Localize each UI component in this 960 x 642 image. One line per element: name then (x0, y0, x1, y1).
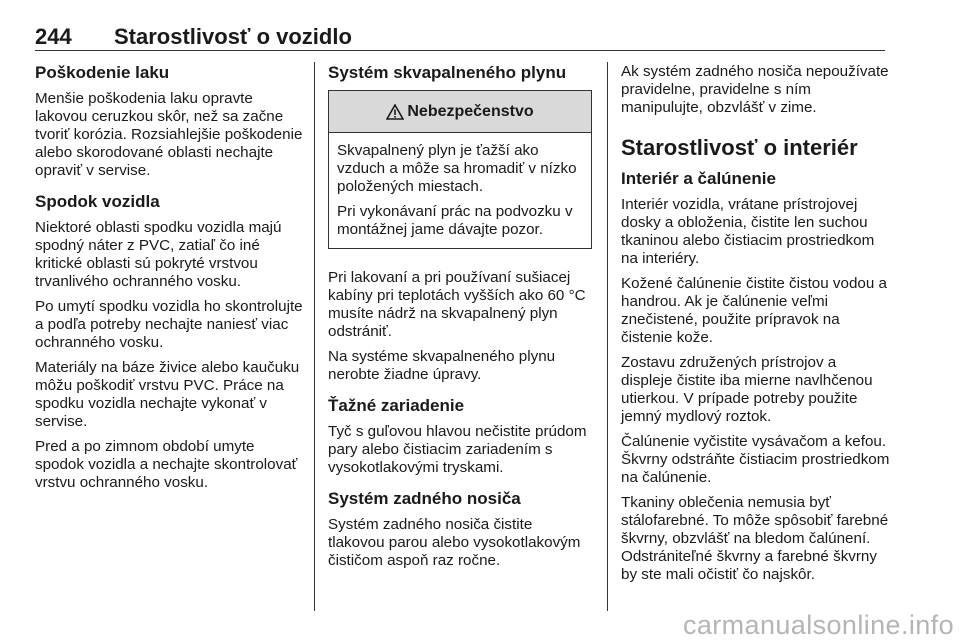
danger-box-header (329, 91, 591, 133)
column-divider (607, 62, 608, 611)
paragraph: Skvapalnený plyn je ťažší ako vzduch a môže sa hromadiť v nízko položených miestach. (337, 142, 577, 195)
danger-box-body (329, 133, 591, 248)
heading-lpg-system: Systém skvapalneného plynu (328, 63, 567, 82)
chapter-title: Starostlivosť o vozidlo (114, 24, 352, 49)
warning-triangle-icon (386, 104, 404, 120)
paragraph: Interiér vozidla, vrátane prístrojovej dosky a obloženia, čistite len suchou tkaninou alebo čistiacim prostriedkom na interiéry. (621, 196, 875, 267)
heading-towing-device: Ťažné zariadenie (328, 396, 465, 415)
paragraph: Tyč s guľovou hlavou nečistite prúdom pary alebo čistiacim zariadením s vysokotlakovými tryskami. (328, 423, 587, 476)
heading-interior-upholstery: Interiér a čalúnenie (621, 169, 776, 188)
heading-underbody: Spodok vozidla (35, 192, 160, 211)
paragraph: Tkaniny oblečenia nemusia byť stálofarebné. To môže spôsobiť farebné škvrny, obzvlášť na bledom čalúnení. Odstrániteľné škvrny a farebné škvrny by ste mali očistiť čo najskôr. (621, 494, 889, 583)
heading-paint-damage: Poškodenie laku (35, 63, 170, 82)
paragraph: Niektoré oblasti spodku vozidla majú spodný náter z PVC, zatiaľ čo iné kritické oblasti sú pokryté vrstvou trvanlivého ochranného vosku. (35, 219, 282, 290)
danger-box-title: Nebezpečenstvo (407, 102, 534, 120)
paragraph: Materiály na báze živice alebo kaučuku môžu poškodiť vrstvu PVC. Práce na spodku vozidla nechajte vykonať v servise. (35, 359, 300, 430)
column-divider (314, 62, 315, 611)
column-2 (328, 63, 593, 577)
heading-interior-care: Starostlivosť o interiér (621, 135, 858, 160)
paragraph: Menšie poškodenia laku opravte lakovou ceruzkou skôr, než sa začne tvoriť korózia. Rozsiahlejšie poškodenie alebo skorodované oblasti nechajte opraviť v servise. (35, 90, 303, 179)
paragraph: Kožené čalúnenie čistite čistou vodou a handrou. Ak je čalúnenie veľmi znečistené, použite prípravok na čistenie kože. (621, 275, 887, 346)
watermark: carmanualsonline.info (682, 610, 954, 640)
paragraph: Po umytí spodku vozidla ho skontrolujte a podľa potreby nechajte naniesť viac ochranného vosku. (35, 298, 303, 351)
paragraph: Ak systém zadného nosiča nepoužívate pravidelne, pravidelne s ním manipulujte, obzvlášť v zime. (621, 63, 889, 116)
paragraph: Pri lakovaní a pri používaní sušiacej kabíny pri teplotách vyšších ako 60 °C musíte nádrž na skvapalnený plyn odstrániť. (328, 269, 586, 340)
paragraph: Zostavu združených prístrojov a displeje čistite iba mierne navlhčenou utierkou. V prípade potreby použite jemný mydlový roztok. (621, 354, 873, 425)
paragraph: Pri vykonávaní prác na podvozku v montážnej jame dávajte pozor. (337, 203, 573, 238)
paragraph: Systém zadného nosiča čistite tlakovou parou alebo vysokotlakovým čističom aspoň raz ročne. (328, 516, 581, 569)
paragraph: Na systéme skvapalneného plynu nerobte žiadne úpravy. (328, 348, 556, 383)
heading-rear-carrier: Systém zadného nosiča (328, 489, 521, 508)
paragraph: Pred a po zimnom období umyte spodok vozidla a nechajte skontrolovať vrstvu ochranného vosku. (35, 438, 298, 491)
page-number: 244 (35, 24, 72, 49)
column-3 (621, 63, 891, 591)
page-header (35, 24, 885, 51)
danger-box (328, 90, 592, 249)
paragraph: Čalúnenie vyčistite vysávačom a kefou. Škvrny odstráňte čistiacim prostriedkom na čalúnenie. (621, 433, 890, 486)
column-1 (35, 63, 303, 499)
